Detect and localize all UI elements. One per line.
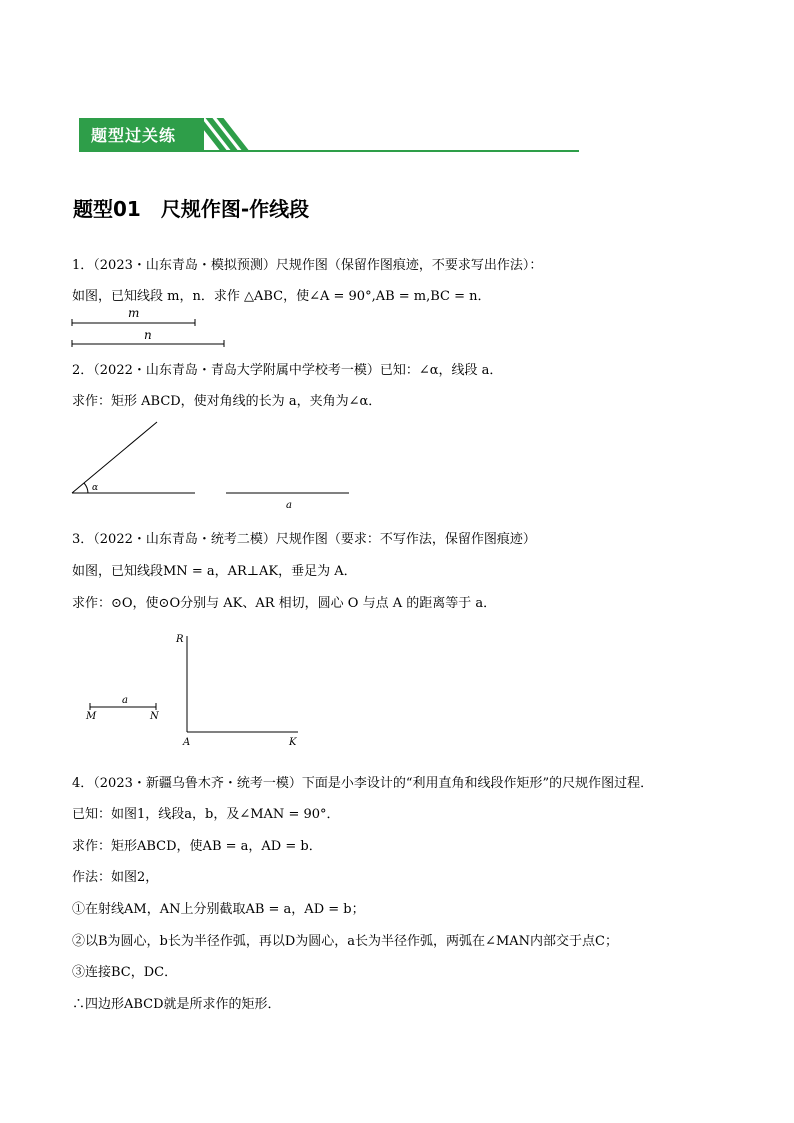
- label-alpha: α: [92, 483, 99, 493]
- q4-line3: 求作：矩形ABCD，使AB = a，AD = b．: [72, 839, 322, 854]
- angle-arc: [84, 483, 88, 493]
- label-n: n: [144, 328, 152, 342]
- label-M: M: [86, 711, 97, 722]
- label-R: R: [176, 634, 184, 645]
- banner-underline: [79, 150, 579, 152]
- q2-line2: 求作：矩形 ABCD，使对角线的长为 a，夹角为∠α．: [72, 394, 382, 409]
- q4-line2: 已知：如图1，线段a，b，及∠MAN = 90°．: [72, 807, 340, 822]
- label-N: N: [150, 711, 159, 722]
- angle-ray-slanted: [72, 422, 157, 493]
- q2-figure: [68, 418, 358, 516]
- section-banner: [79, 118, 579, 152]
- q4-line7: ③连接BC，DC．: [72, 965, 178, 980]
- q1-stem: 1．（2023・山东青岛・模拟预测）尺规作图（保留作图痕迹，不要求写出作法）：: [72, 258, 543, 273]
- q1-line2: 如图，已知线段 m，n．求作 △ABC，使∠A = 90°,AB = m,BC = n．: [72, 289, 491, 304]
- q4-line6: ②以B为圆心，b长为半径作弧，再以D为圆心，a长为半径作弧，两弧在∠MAN内部交于点C；: [72, 934, 618, 949]
- banner-label: 题型过关练: [91, 126, 177, 145]
- q2-stem: 2．（2022・山东青岛・青岛大学附属中学校考一模）已知：∠α，线段 a．: [72, 363, 503, 378]
- section-title: 题型01 尺规作图-作线段: [73, 197, 310, 221]
- label-A: A: [183, 737, 191, 748]
- q3-stem: 3．（2022・山东青岛・统考二模）尺规作图（要求：不写作法，保留作图痕迹）: [72, 532, 536, 547]
- q4-stem: 4．（2023・新疆乌鲁木齐・统考一模）下面是小李设计的“利用直角和线段作矩形”的尺规作图过程．: [72, 776, 654, 791]
- q4-line8: ∴四边形ABCD就是所求作的矩形．: [72, 997, 281, 1012]
- q3-line3: 求作：⊙O，使⊙O分别与 AK、AR 相切，圆心 O 与点 A 的距离等于 a．: [72, 596, 497, 611]
- label-a: a: [286, 500, 292, 511]
- q3-line2: 如图，已知线段MN = a，AR⊥AK，垂足为 A．: [72, 564, 357, 579]
- label-a: a: [122, 695, 128, 706]
- label-m: m: [128, 306, 140, 320]
- q4-line4: 作法：如图2，: [72, 870, 159, 885]
- q4-line5: ①在射线AM，AN上分别截取AB = a，AD = b；: [72, 902, 365, 917]
- q3-figure: [80, 628, 310, 750]
- label-K: K: [289, 737, 297, 748]
- q1-figure: [68, 305, 238, 350]
